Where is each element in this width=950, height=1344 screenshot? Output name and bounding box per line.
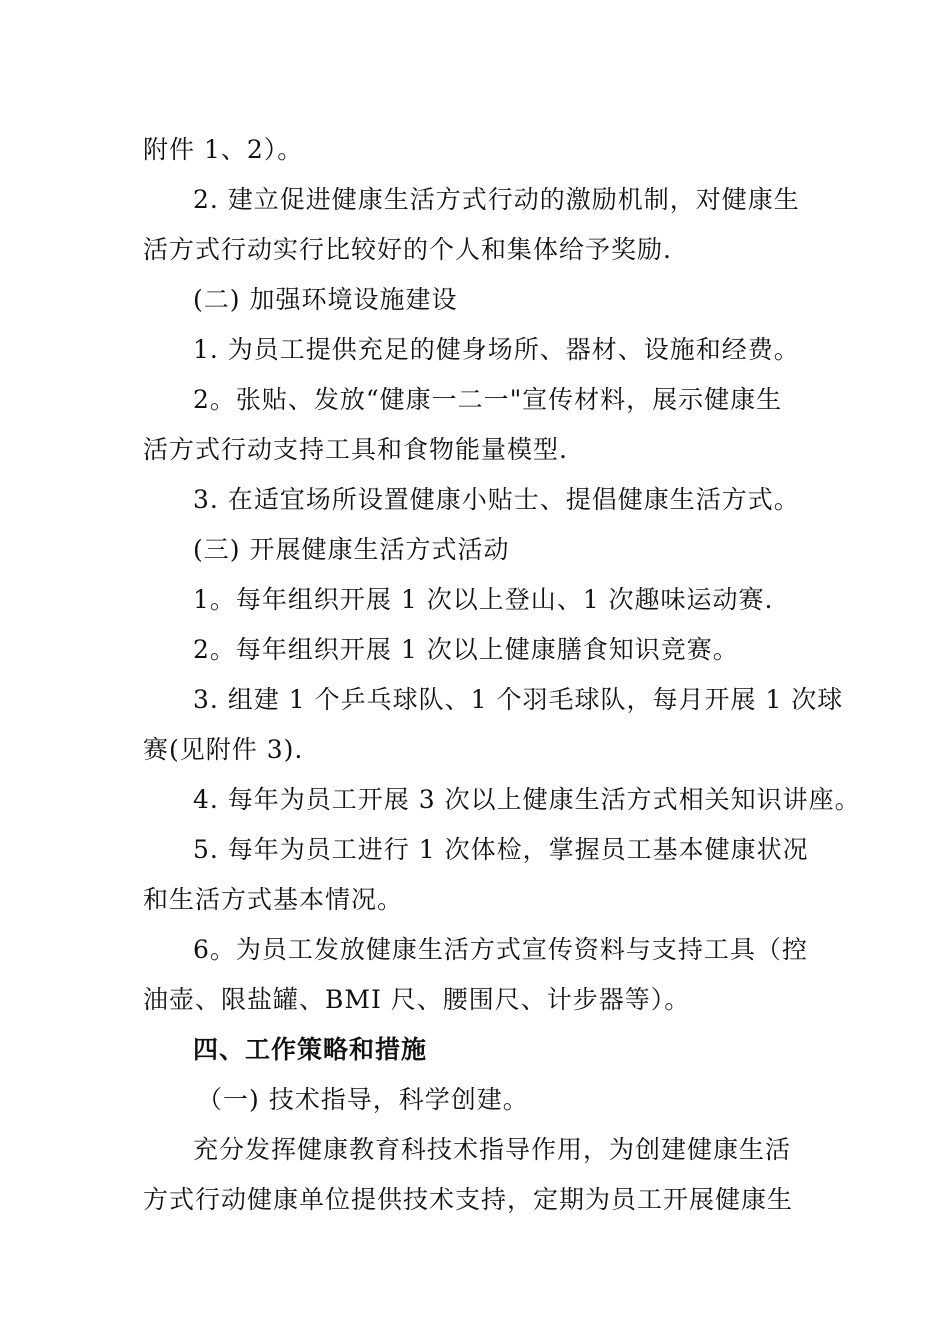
text-line: 6。为员工发放健康生活方式宣传资料与支持工具（控 bbox=[193, 935, 808, 964]
text-line: 4. 每年为员工开展 3 次以上健康生活方式相关知识讲座。 bbox=[193, 785, 861, 814]
text-line: 5. 每年为员工进行 1 次体检，掌握员工基本健康状况 bbox=[193, 835, 809, 864]
text-line: 3. 在适宜场所设置健康小贴士、提倡健康生活方式。 bbox=[193, 485, 800, 514]
text-line: 油壶、限盐罐、BMI 尺、腰围尺、计步器等）。 bbox=[143, 985, 691, 1014]
text-line: 1. 为员工提供充足的健身场所、器材、设施和经费。 bbox=[193, 335, 800, 364]
section-heading: (二) 加强环境设施建设 bbox=[193, 285, 458, 314]
chapter-heading: 四、工作策略和措施 bbox=[193, 1035, 428, 1064]
text-line: 充分发挥健康教育科技术指导作用，为创建健康生活 bbox=[193, 1135, 792, 1164]
text-line: 附件 1、2）。 bbox=[143, 135, 304, 164]
text-line: 和生活方式基本情况。 bbox=[143, 885, 404, 914]
text-line: 3. 组建 1 个乒乓球队、1 个羽毛球队，每月开展 1 次球 bbox=[193, 685, 844, 714]
section-heading: （一) 技术指导，科学创建。 bbox=[197, 1085, 529, 1114]
text-line: 活方式行动实行比较好的个人和集体给予奖励. bbox=[143, 235, 672, 264]
text-line: 活方式行动支持工具和食物能量模型. bbox=[143, 435, 568, 464]
text-line: 2。张贴、发放“健康一二一"宣传材料，展示健康生 bbox=[193, 385, 783, 414]
text-line: 方式行动健康单位提供技术支持，定期为员工开展健康生 bbox=[143, 1185, 794, 1214]
text-line: 2。每年组织开展 1 次以上健康膳食知识竞赛。 bbox=[193, 635, 739, 664]
text-line: 2. 建立促进健康生活方式行动的激励机制，对健康生 bbox=[193, 185, 800, 214]
text-line: 赛(见附件 3). bbox=[143, 735, 304, 764]
text-line: 1。每年组织开展 1 次以上登山、1 次趣味运动赛. bbox=[193, 585, 774, 614]
section-heading: (三) 开展健康生活方式活动 bbox=[193, 535, 510, 564]
